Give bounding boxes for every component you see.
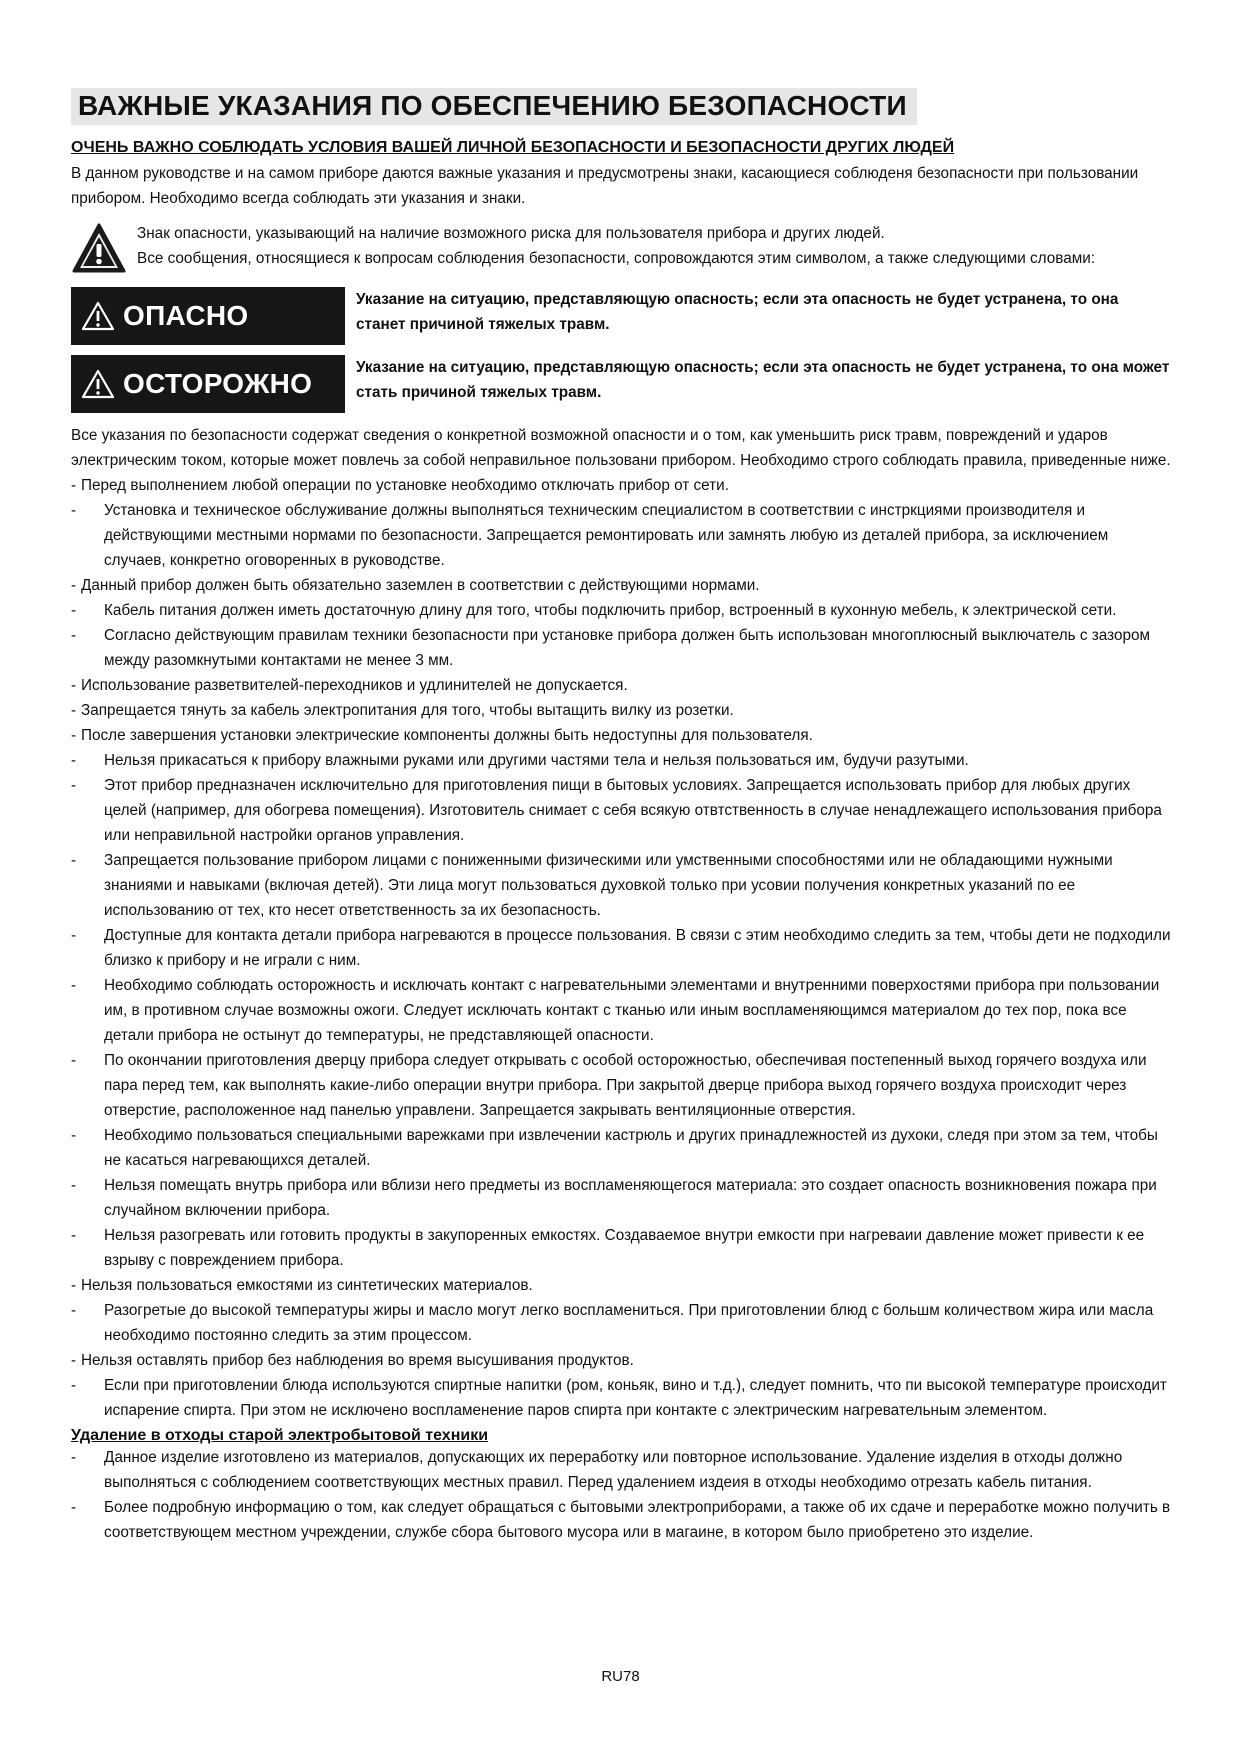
danger-badge bbox=[71, 287, 345, 345]
list-item bbox=[71, 1173, 1171, 1223]
list-item bbox=[71, 1445, 1171, 1495]
disposal-list bbox=[71, 1445, 1171, 1545]
list-item-text: Необходимо соблюдать осторожность и исключать контакт с нагревательными элементами и внутренними поверхостями прибора при пользовании им, в противном случае возможны ожоги. Следует исключать контакт с тканью или иным воспламеняющимся материалом до тех пор, пока все детали прибора не остынут до температуры, не представляющей опасности. bbox=[104, 977, 1160, 1044]
dash-bullet: - bbox=[71, 577, 77, 594]
list-item-text: Этот прибор предназначен исключительно для приготовления пищи в бытовых условиях. Запрещается использовать прибор для любых других целей (например, для обогрева помещения). Изготовитель снимает с себя всякую отвтственность в случае ненадлежащего использования прибора или неправильной настройки органов управления. bbox=[104, 777, 1162, 844]
danger-label: ОПАСНО bbox=[123, 300, 249, 331]
dash-bullet: - bbox=[71, 1127, 77, 1144]
list-item-text: Установка и техническое обслуживание должны выполняться техническим специалистом в соответствии с инстркциями производителя и действующими местными нормами по безопасности. Запрещается ремонтировать или замнять любую из деталей прибора, за исключением случаев, конкретно оговоренных в руководстве. bbox=[104, 502, 1109, 569]
list-item bbox=[71, 1298, 1171, 1348]
list-item bbox=[71, 598, 1171, 623]
list-item bbox=[71, 848, 1171, 923]
list-item-text: Перед выполнением любой операции по установке необходимо отключать прибор от сети. bbox=[81, 477, 729, 494]
dash-bullet: - bbox=[71, 677, 77, 694]
document-page bbox=[71, 88, 1171, 1545]
warning-description: Указание на ситуацию, представляющую опасность; если эта опасность не будет устранена, то она может стать причиной тяжелых травм. bbox=[356, 359, 1170, 401]
list-item bbox=[71, 1373, 1171, 1423]
list-item-text: Нельзя помещать внутрь прибора или вблизи него предметы из воспламеняющегося материала: это создает опасность возникновения пожара при случайном включении прибора. bbox=[104, 1177, 1157, 1219]
list-item bbox=[71, 773, 1171, 848]
dash-bullet: - bbox=[71, 702, 77, 719]
warning-triangle-icon bbox=[71, 221, 127, 277]
dash-bullet: - bbox=[71, 477, 77, 494]
list-item-text: Нельзя разогревать или готовить продукты в закупоренных емкостях. Создаваемое внутри емкости при нагреваии давление может привести к ее взрыву с повреждением прибора. bbox=[104, 1227, 1145, 1269]
intro-paragraph: В данном руководстве и на самом приборе даются важные указания и предусмотрены знаки, касающиеся соблюденя безопасности при пользовании прибором. Необходимо всегда соблюдать эти указания и знаки. bbox=[71, 165, 1139, 207]
list-item-text: Запрещается пользование прибором лицами с пониженными физическими или умственными способностями или не обладающими нужными знаниями и навыками (включая детей). Эти лица могут пользоваться духовкой только при усовии получения конкретных указаний по ее использованию от тех, кто несет ответственность за их безопасность. bbox=[104, 852, 1113, 919]
warning-outline-icon bbox=[81, 369, 115, 399]
danger-row bbox=[71, 287, 1171, 345]
warning-label: ОСТОРОЖНО bbox=[123, 368, 313, 399]
warning-row bbox=[71, 355, 1171, 413]
dash-bullet: - bbox=[71, 1499, 77, 1516]
dash-bullet: - bbox=[71, 727, 77, 744]
list-item-text: Доступные для контакта детали прибора нагреваются в процессе пользования. В связи с этим необходимо следить за тем, чтобы дети не подходили близко к прибору и не играли с ним. bbox=[104, 927, 1171, 969]
general-paragraph: Все указания по безопасности содержат сведения о конкретной возможной опасности и о том, как уменьшить риск травм, повреждений и ударов электрическим током, которые может повлечь за собой неправильное пользовани прибором. Необходимо строго соблюдать правила, приведенные ниже. bbox=[71, 427, 1171, 469]
list-item bbox=[71, 748, 1171, 773]
dash-bullet: - bbox=[71, 977, 77, 994]
list-item bbox=[71, 573, 1171, 598]
dash-bullet: - bbox=[71, 1052, 77, 1069]
dash-bullet: - bbox=[71, 927, 77, 944]
sign-line-1: Знак опасности, указывающий на наличие возможного риска для пользователя прибора и других людей. bbox=[137, 225, 885, 242]
disposal-heading: Удаление в отходы старой электробытовой техники bbox=[71, 1427, 489, 1444]
dash-bullet: - bbox=[71, 1277, 77, 1294]
list-item-text: Нельзя прикасаться к прибору влажными руками или другими частями тела и нельзя пользоваться им, будучи разутыми. bbox=[104, 752, 969, 769]
list-item-text: Кабель питания должен иметь достаточную длину для того, чтобы подключить прибор, встроенный в кухонную мебель, к электрической сети. bbox=[104, 602, 1117, 619]
dash-bullet: - bbox=[71, 752, 77, 769]
dash-bullet: - bbox=[71, 602, 77, 619]
list-item bbox=[71, 1048, 1171, 1123]
list-item bbox=[71, 1273, 1171, 1298]
list-item bbox=[71, 973, 1171, 1048]
list-item bbox=[71, 1223, 1171, 1273]
danger-description: Указание на ситуацию, представляющую опасность; если эта опасность не будет устранена, то она станет причиной тяжелых травм. bbox=[356, 291, 1119, 333]
list-item-text: Запрещается тянуть за кабель электропитания для того, чтобы вытащить вилку из розетки. bbox=[81, 702, 734, 719]
list-item-text: Разогретые до высокой температуры жиры и масло могут легко воспламениться. При приготовлении блюд с большм количеством жира или масла необходимо постоянно следить за этим процессом. bbox=[104, 1302, 1154, 1344]
list-item bbox=[71, 498, 1171, 573]
list-item bbox=[71, 473, 1171, 498]
dash-bullet: - bbox=[71, 1377, 77, 1394]
sign-line-2: Все сообщения, относящиеся к вопросам соблюдения безопасности, сопровождаются этим символом, а также следующими словами: bbox=[137, 250, 1096, 267]
list-item-text: Если при приготовлении блюда используются спиртные напитки (ром, коньяк, вино и т.д.), следует помнить, что пи высокой температуре происходит испарение спирта. При этом не исключено воспламенение паров спирта при контакте с электрическим нагревательным элементом. bbox=[104, 1377, 1167, 1419]
dash-bullet: - bbox=[71, 1449, 77, 1466]
list-item bbox=[71, 673, 1171, 698]
list-item-text: Данное изделие изготовлено из материалов, допускающих их переработку или повторное использование. Удаление изделия в отходы должно выполняться с соблюдением соответствующих местных правил. Перед удалением издеия в отходы необходимо отрезать кабель питания. bbox=[104, 1449, 1123, 1491]
dash-bullet: - bbox=[71, 1227, 77, 1244]
dash-bullet: - bbox=[71, 1177, 77, 1194]
list-item bbox=[71, 1495, 1171, 1545]
list-item-text: Необходимо пользоваться специальными варежками при извлечении кастрюль и других принадлежностей из духоки, следя при этом за тем, чтобы не касаться нагревающихся деталей. bbox=[104, 1127, 1158, 1169]
list-item bbox=[71, 623, 1171, 673]
list-item bbox=[71, 698, 1171, 723]
list-item bbox=[71, 1348, 1171, 1373]
list-item bbox=[71, 923, 1171, 973]
list-item-text: Использование разветвителей-переходников и удлинителей не допускается. bbox=[81, 677, 628, 694]
list-item-text: Нельзя оставлять прибор без наблюдения во время высушивания продуктов. bbox=[81, 1352, 634, 1369]
list-item-text: Более подробную информацию о том, как следует обращаться с бытовыми электроприборами, а также об их сдаче и переработке можно получить в соответствующем местном учреждении, службе сбора бытового мусора или в магаине, в котором было приобретено это изделие. bbox=[104, 1499, 1171, 1541]
list-item-text: По окончании приготовления дверцу прибора следует открывать с особой осторожностью, обеспечивая постепенный выход горячего воздуха или пара перед тем, как выполнять какие-либо операции внутри прибора. При закрытой дверце прибора выход горячего воздуха происходит через отверстие, расположенное над панелью управлени. Запрещается закрывать вентиляционные отверстия. bbox=[104, 1052, 1147, 1119]
list-item bbox=[71, 1123, 1171, 1173]
page-number: RU78 bbox=[601, 1668, 640, 1685]
list-item-text: Нельзя пользоваться емкостями из синтетических материалов. bbox=[81, 1277, 533, 1294]
dash-bullet: - bbox=[71, 777, 77, 794]
danger-sign-explanation bbox=[71, 221, 1171, 277]
page-title: ВАЖНЫЕ УКАЗАНИЯ ПО ОБЕСПЕЧЕНИЮ БЕЗОПАСНОСТИ bbox=[71, 88, 917, 125]
dash-bullet: - bbox=[71, 627, 77, 644]
safety-rules-list bbox=[71, 473, 1171, 1423]
list-item-text: Согласно действующим правилам техники безопасности при установке прибора должен быть использован многоплюсный выключатель с зазором между разомкнутыми контактами не менее 3 мм. bbox=[104, 627, 1150, 669]
warning-badge bbox=[71, 355, 345, 413]
dash-bullet: - bbox=[71, 1302, 77, 1319]
dash-bullet: - bbox=[71, 1352, 77, 1369]
page-subtitle: ОЧЕНЬ ВАЖНО СОБЛЮДАТЬ УСЛОВИЯ ВАШЕЙ ЛИЧНОЙ БЕЗОПАСНОСТИ И БЕЗОПАСНОСТИ ДРУГИХ ЛЮДЕЙ bbox=[71, 139, 955, 156]
list-item-text: После завершения установки электрические компоненты должны быть недоступны для пользователя. bbox=[81, 727, 813, 744]
list-item-text: Данный прибор должен быть обязательно заземлен в соответствии с действующими нормами. bbox=[81, 577, 760, 594]
list-item bbox=[71, 723, 1171, 748]
dash-bullet: - bbox=[71, 502, 77, 519]
warning-outline-icon bbox=[81, 301, 115, 331]
dash-bullet: - bbox=[71, 852, 77, 869]
